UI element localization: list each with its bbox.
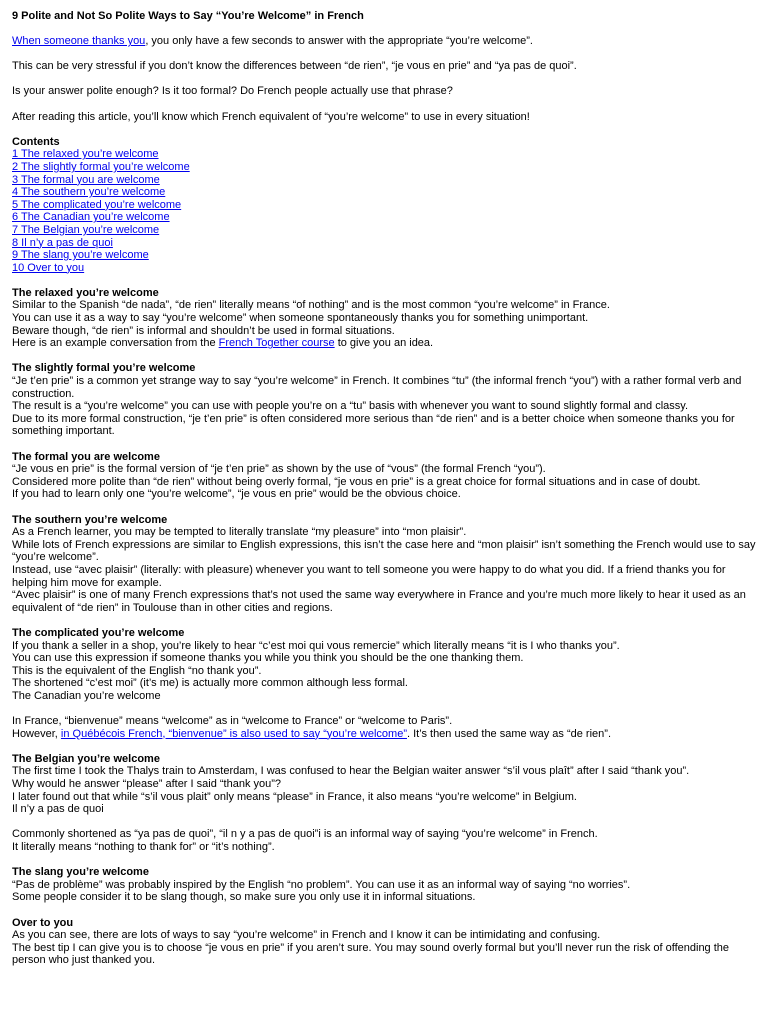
- paragraph-line: Beware though, “de rien” is informal and shouldn’t be used in formal situations.: [12, 324, 395, 337]
- toc-item: [12, 148, 756, 161]
- paragraph-line: [12, 728, 756, 741]
- toc-link-belgian[interactable]: 7 The Belgian you’re welcome: [12, 223, 160, 236]
- contents-heading: Contents: [12, 135, 60, 148]
- paragraph-line: “Je vous en prie” is the formal version of “je t’en prie” as shown by the use of “vous” (the formal French “you”).: [12, 463, 546, 476]
- toc-link-slang[interactable]: 9 The slang you’re welcome: [12, 249, 149, 262]
- toc-item: [12, 249, 756, 262]
- paragraph-line: Some people consider it to be slang though, so make sure you only use it in informal situations.: [12, 891, 476, 904]
- section-heading: The Belgian you’re welcome: [12, 752, 160, 765]
- section-formal: [12, 451, 756, 501]
- intro-paragraph-2: This can be very stressful if you don’t know the differences between “de rien”, “je vous en prie” and “ya pas de quoi”.: [12, 60, 577, 73]
- paragraph-line: “Avec plaisir” is one of many French expressions that’s not used the same way everywhere in France and you’re much more likely to hear it used as an equivalent of “de rien” in Toulouse than in other cities and regions.: [12, 589, 746, 614]
- paragraph-line: You can use this expression if someone thanks you while you think you should be the one thanking them.: [12, 652, 524, 665]
- paragraph-line: The shortened “c’est moi” (it’s me) is actually more common although less formal.: [12, 677, 408, 690]
- intro-paragraph-1: [12, 35, 756, 48]
- text-fragment: . It’s then used the same way as “de rien”.: [406, 727, 611, 740]
- toc-item: [12, 199, 756, 212]
- paragraph-line: If you thank a seller in a shop, you’re likely to hear “c’est moi qui vous remercie” which literally means “it is I who thanks you”.: [12, 639, 620, 652]
- paragraph-line: Similar to the Spanish “de nada”, “de rien” literally means “of nothing” and is the most common “you’re welcome” in France.: [12, 299, 610, 312]
- section-belgian: [12, 753, 756, 816]
- toc-link-slightly-formal[interactable]: 2 The slightly formal you’re welcome: [12, 160, 190, 173]
- paragraph-line: [12, 337, 756, 350]
- text-fragment: to give you an idea.: [334, 337, 434, 350]
- toc-item: [12, 174, 756, 187]
- section-over-to-you: [12, 917, 756, 967]
- section-heading: Over to you: [12, 916, 74, 929]
- toc-link-relaxed[interactable]: 1 The relaxed you’re welcome: [12, 148, 159, 161]
- paragraph-line: Due to its more formal construction, “je t’en prie” is often considered more serious than “de rien” and is a better choice when someone thanks you for something important.: [12, 412, 735, 438]
- paragraph-line: “Pas de problème” was probably inspired by the English “no problem”. You can use it as an informal way of saying “no worries”.: [12, 878, 631, 891]
- toc-item: [12, 186, 756, 199]
- paragraph-line: The Canadian you’re welcome: [12, 689, 161, 702]
- text-fragment: Here is an example conversation from the: [12, 337, 219, 350]
- section-heading: The relaxed you’re welcome: [12, 286, 159, 299]
- paragraph-line: As a French learner, you may be tempted to literally translate “my pleasure” into “mon plaisir”.: [12, 526, 467, 539]
- paragraph-line: Considered more polite than “de rien” without being overly formal, “je vous en prie” is a great choice for formal situations and in case of doubt.: [12, 475, 701, 488]
- section-slightly-formal: [12, 362, 756, 438]
- table-of-contents: [12, 148, 756, 274]
- toc-item: [12, 161, 756, 174]
- paragraph-line: This is the equivalent of the English “no thank you”.: [12, 664, 262, 677]
- paragraph-line: If you had to learn only one “you’re welcome”, “je vous en prie” would be the obvious choice.: [12, 488, 461, 501]
- toc-link-complicated[interactable]: 5 The complicated you’re welcome: [12, 198, 182, 211]
- toc-link-southern[interactable]: 4 The southern you’re welcome: [12, 186, 166, 199]
- paragraph-line: The best tip I can give you is to choose “je vous en prie” if you aren’t sure. You may sound overly formal but you’ll never run the risk of offending the person who just thanked you.: [12, 941, 730, 967]
- toc-link-over-to-you[interactable]: 10 Over to you: [12, 261, 85, 274]
- section-heading: The slang you’re welcome: [12, 866, 149, 879]
- section-canadian: [12, 715, 756, 740]
- paragraph-line: In France, “bienvenue” means “welcome” as in “welcome to France” or “welcome to Paris”.: [12, 715, 453, 728]
- toc-item: [12, 211, 756, 224]
- paragraph-line: It literally means “nothing to thank for” or “it’s nothing”.: [12, 841, 275, 853]
- section-slang: [12, 866, 756, 904]
- paragraph-line: I later found out that while “s’il vous plait” only means “please” in France, it also means “you’re welcome” in Belgium.: [12, 790, 577, 803]
- article-title: 9 Polite and Not So Polite Ways to Say “You’re Welcome” in French: [12, 10, 364, 22]
- paragraph-line: The first time I took the Thalys train to Amsterdam, I was confused to hear the Belgian waiter answer “s’il vous plaît” after I said “thank you”.: [12, 765, 690, 778]
- toc-item: [12, 262, 756, 275]
- paragraph-line: Instead, use “avec plaisir” (literally: with pleasure) whenever you want to tell someone you were happy to do what you did. If a friend thanks you for helping him move for example.: [12, 563, 726, 589]
- toc-item: [12, 237, 756, 250]
- section-southern: [12, 514, 756, 615]
- paragraph-line: While lots of French expressions are similar to English expressions, this isn’t the case here and “mon plaisir” isn’t something the French would use to say “you’re welcome”.: [12, 538, 756, 564]
- toc-link-canadian[interactable]: 6 The Canadian you’re welcome: [12, 211, 170, 224]
- paragraph-line: The result is a “you’re welcome” you can use with people you’re on a “tu” basis with whenever you want to sound slightly formal and classy.: [12, 400, 689, 413]
- paragraph-line: Commonly shortened as “ya pas de quoi”, “il n y a pas de quoi”i is an informal way of saying “you’re welcome” in French.: [12, 828, 598, 841]
- section-heading: The slightly formal you’re welcome: [12, 362, 196, 375]
- section-complicated: [12, 627, 756, 703]
- paragraph-line: Why would he answer “please” after I said “thank you”?: [12, 778, 282, 791]
- intro-text: , you only have a few seconds to answer with the appropriate “you’re welcome”.: [145, 35, 533, 47]
- course-link[interactable]: French Together course: [218, 337, 335, 350]
- section-heading: The southern you’re welcome: [12, 513, 168, 526]
- section-relaxed: [12, 287, 756, 350]
- toc-link-pas-de-quoi[interactable]: 8 Il n’y a pas de quoi: [12, 236, 113, 249]
- section-heading: The formal you are welcome: [12, 450, 160, 463]
- toc-link-formal[interactable]: 3 The formal you are welcome: [12, 173, 160, 186]
- intro-paragraph-3: Is your answer polite enough? Is it too formal? Do French people actually use that phrase?: [12, 85, 453, 98]
- text-fragment: However,: [12, 727, 61, 740]
- paragraph-line: “Je t’en prie” is a common yet strange way to say “you’re welcome” in French. It combines “tu” (the informal french “you”) with a rather formal verb and construction.: [12, 375, 742, 400]
- paragraph-line: Il n’y a pas de quoi: [12, 803, 104, 816]
- section-pas-de-quoi: [12, 828, 756, 853]
- quebecois-link[interactable]: in Québécois French, “bienvenue” is also used to say “you’re welcome”: [60, 727, 407, 740]
- section-heading: The complicated you’re welcome: [12, 626, 185, 639]
- thanks-link[interactable]: When someone thanks you: [12, 35, 146, 47]
- toc-item: [12, 224, 756, 237]
- intro-paragraph-4: After reading this article, you’ll know which French equivalent of “you’re welcome” to use in every situation!: [12, 110, 530, 123]
- paragraph-line: You can use it as a way to say “you’re welcome” when someone spontaneously thanks you for something unimportant.: [12, 312, 589, 325]
- paragraph-line: As you can see, there are lots of ways to say “you’re welcome” in French and I know it can be intimidating and confusing.: [12, 929, 601, 942]
